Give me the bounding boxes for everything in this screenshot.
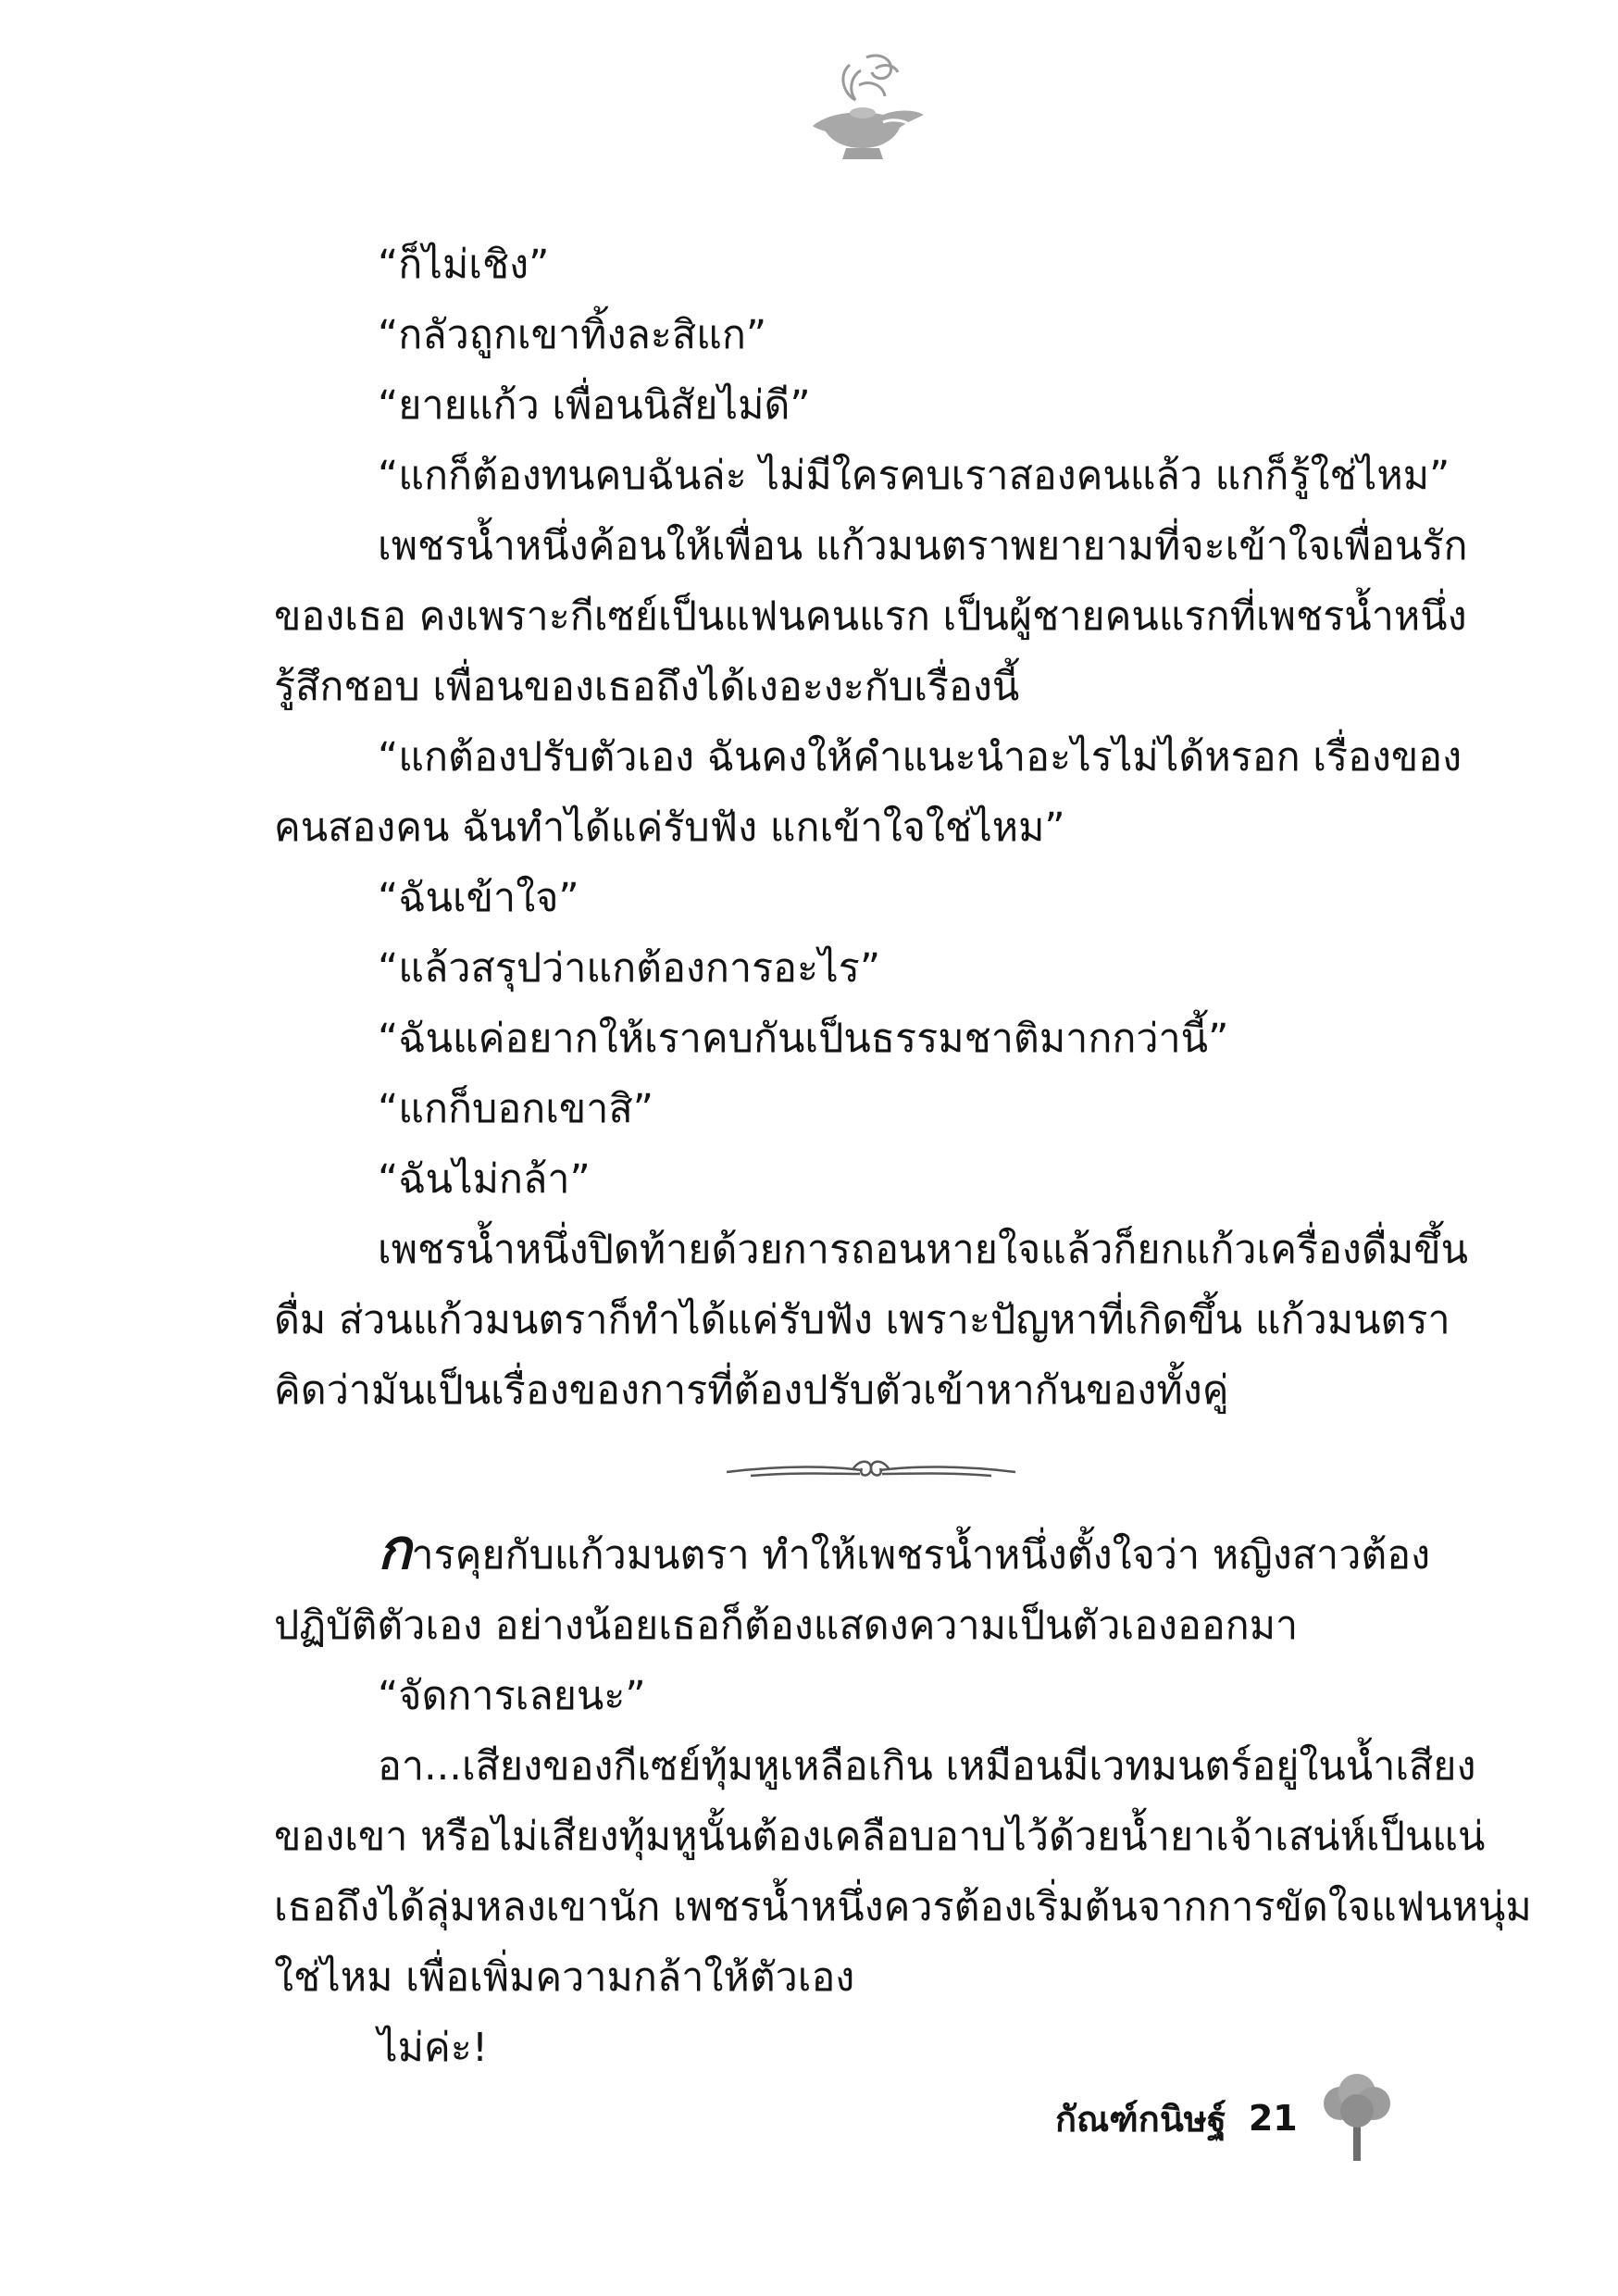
text-line: “ฉันเข้าใจ” xyxy=(378,875,579,921)
magic-lamp-fairy-icon xyxy=(794,48,933,168)
text-line: “กลัวถูกเขาทิ้งละสิแก” xyxy=(378,312,767,358)
body-section-1 xyxy=(274,230,1468,1426)
text-line: “แกก็ต้องทนคบฉันล่ะ ไม่มีใครคบเราสองคนแล้ว แกก็รู้ใช่ไหม” xyxy=(378,453,1450,499)
tree-icon xyxy=(1320,2072,1394,2165)
book-title: กัณฑ์กนิษฐ์ xyxy=(1055,2098,1226,2140)
divider-flourish-icon xyxy=(723,1454,1019,1487)
first-line-text: ารคุยกับแก้วมนตรา ทำให้เพชรน้ำหนึ่งตั้งใจว่า หญิงสาวต้อง xyxy=(411,1532,1431,1578)
text-line: “แกก็บอกเขาสิ” xyxy=(378,1086,653,1132)
ornamental-divider xyxy=(274,1426,1468,1515)
text-line: “ยายแก้ว เพื่อนนิสัยไม่ดี” xyxy=(378,382,811,429)
paragraph-first-line xyxy=(274,1515,1468,1591)
text-line: เธอถึงได้ลุ่มหลงเขานัก เพชรน้ำหนึ่งควรต้องเริ่มต้นจากการขัดใจแฟนหนุ่ม xyxy=(274,1884,1532,1930)
body-section-2 xyxy=(274,1591,1532,2083)
text-line: เพชรน้ำหนึ่งค้อนให้เพื่อน แก้วมนตราพยายามที่จะเข้าใจเพื่อนรัก xyxy=(378,523,1468,569)
text-line: “แล้วสรุปว่าแกต้องการอะไร” xyxy=(378,945,881,992)
page-body xyxy=(274,230,1532,2083)
text-line: “ก็ไม่เชิง” xyxy=(378,242,550,288)
text-line: “แกต้องปรับตัวเอง ฉันคงให้คำแนะนำอะไรไม่ได้หรอก เรื่องของ xyxy=(378,734,1462,780)
text-line: “จัดการเลยนะ” xyxy=(378,1673,646,1719)
text-line: ของเขา หรือไม่เสียงทุ้มหูนั้นต้องเคลือบอาบไว้ด้วยน้ำยาเจ้าเสน่ห์เป็นแน่ xyxy=(274,1814,1486,1860)
text-line: “ฉันแค่อยากให้เราคบกันเป็นธรรมชาติมากกว่านี้” xyxy=(378,1016,1229,1062)
text-line: ดื่ม ส่วนแก้วมนตราก็ทำได้แค่รับฟัง เพราะปัญหาที่เกิดขึ้น แก้วมนตรา xyxy=(274,1297,1450,1343)
text-line: “ฉันไม่กล้า” xyxy=(378,1156,591,1203)
text-line: ของเธอ คงเพราะกีเซย์เป็นแฟนคนแรก เป็นผู้ชายคนแรกที่เพชรน้ำหนึ่ง xyxy=(274,593,1467,640)
text-line: คนสองคน ฉันทำได้แค่รับฟัง แกเข้าใจใช่ไหม” xyxy=(274,805,1065,851)
page-number: 21 xyxy=(1248,2098,1298,2139)
page-footer xyxy=(1055,2081,1394,2155)
text-line: ไม่ค่ะ! xyxy=(378,2025,489,2071)
text-line: คิดว่ามันเป็นเรื่องของการที่ต้องปรับตัวเข้าหากันของทั้งคู่ xyxy=(274,1367,1229,1414)
text-line: รู้สึกชอบ เพื่อนของเธอถึงได้เงอะงะกับเรื่องนี้ xyxy=(274,664,1020,710)
text-line: ใช่ไหม เพื่อเพิ่มความกล้าให้ตัวเอง xyxy=(274,1954,855,2001)
drop-cap: ก xyxy=(378,1517,412,1582)
text-line: เพชรน้ำหนึ่งปิดท้ายด้วยการถอนหายใจแล้วก็ยกแก้วเครื่องดื่มขึ้น xyxy=(378,1227,1468,1273)
text-line: อา...เสียงของกีเซย์ทุ้มหูเหลือเกิน เหมือนมีเวทมนตร์อยู่ในน้ำเสียง xyxy=(378,1743,1476,1790)
text-line: ปฏิบัติตัวเอง อย่างน้อยเธอก็ต้องแสดงความเป็นตัวเองออกมา xyxy=(274,1603,1299,1649)
